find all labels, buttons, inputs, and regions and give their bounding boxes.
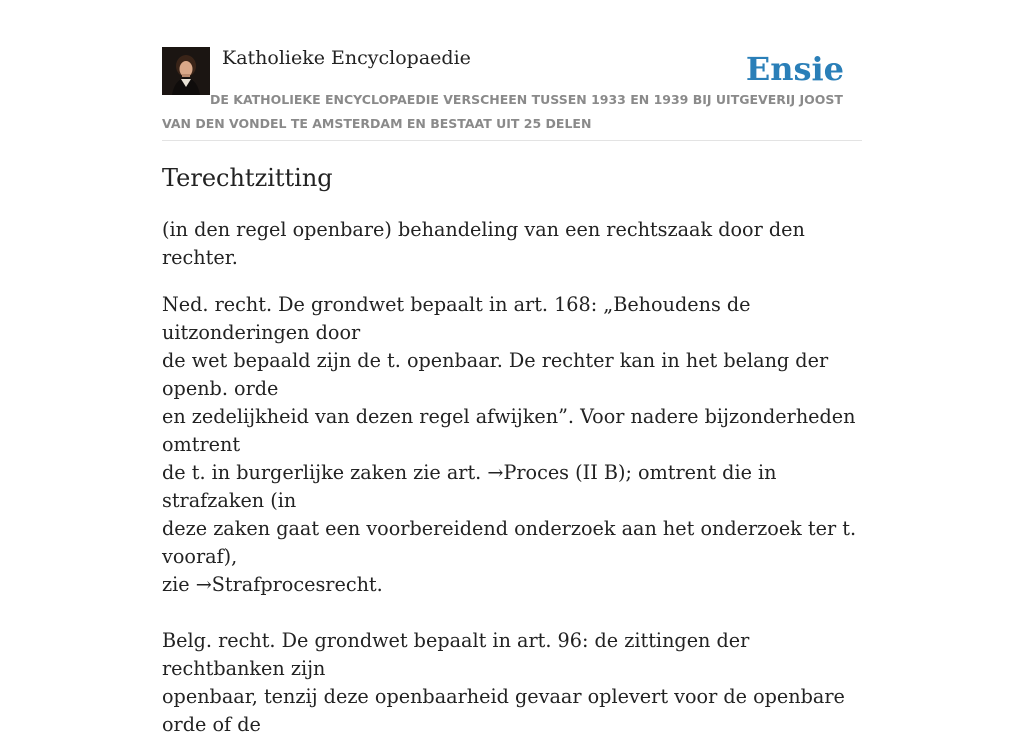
article-paragraph: Ned. recht. De grondwet bepaalt in art. 168: „Behoudens de uitzonderingen door de wet bepaald zijn de t. openbaar. De rechter kan in het belang der openb. orde en zedelijkheid van dezen regel afwijken”. Voor nadere bijzonderheden omtrent de t. in burgerlijke zaken zie art. →Proces (II B); omtrent die in strafzaken (in deze zaken gaat een voorbereidend onderzoek aan het onderzoek ter t. vooraf), zie →Strafprocesrecht. [162,293,857,596]
site-title[interactable]: Katholieke Encyclopaedie [222,47,471,69]
page-title: Terechtzitting [162,164,333,192]
article-content [162,162,862,739]
brand-logo[interactable]: Ensie [745,50,844,88]
article-paragraph: (in den regel openbare) behandeling van een rechtszaak door den rechter. [162,218,805,269]
article-paragraph: Belg. recht. De grondwet bepaalt in art. 96: de zittingen der rechtbanken zijn openbaar, tenzij deze openbaarheid gevaar oplevert voor de openbare orde of de [162,629,845,736]
site-header [162,40,862,141]
site-tagline: DE KATHOLIEKE ENCYCLOPAEDIE VERSCHEEN TUSSEN 1933 EN 1939 BIJ UITGEVERIJ JOOST VAN DEN VONDEL TE AMSTERDAM EN BESTAAT UIT 25 DELEN [162,92,843,131]
